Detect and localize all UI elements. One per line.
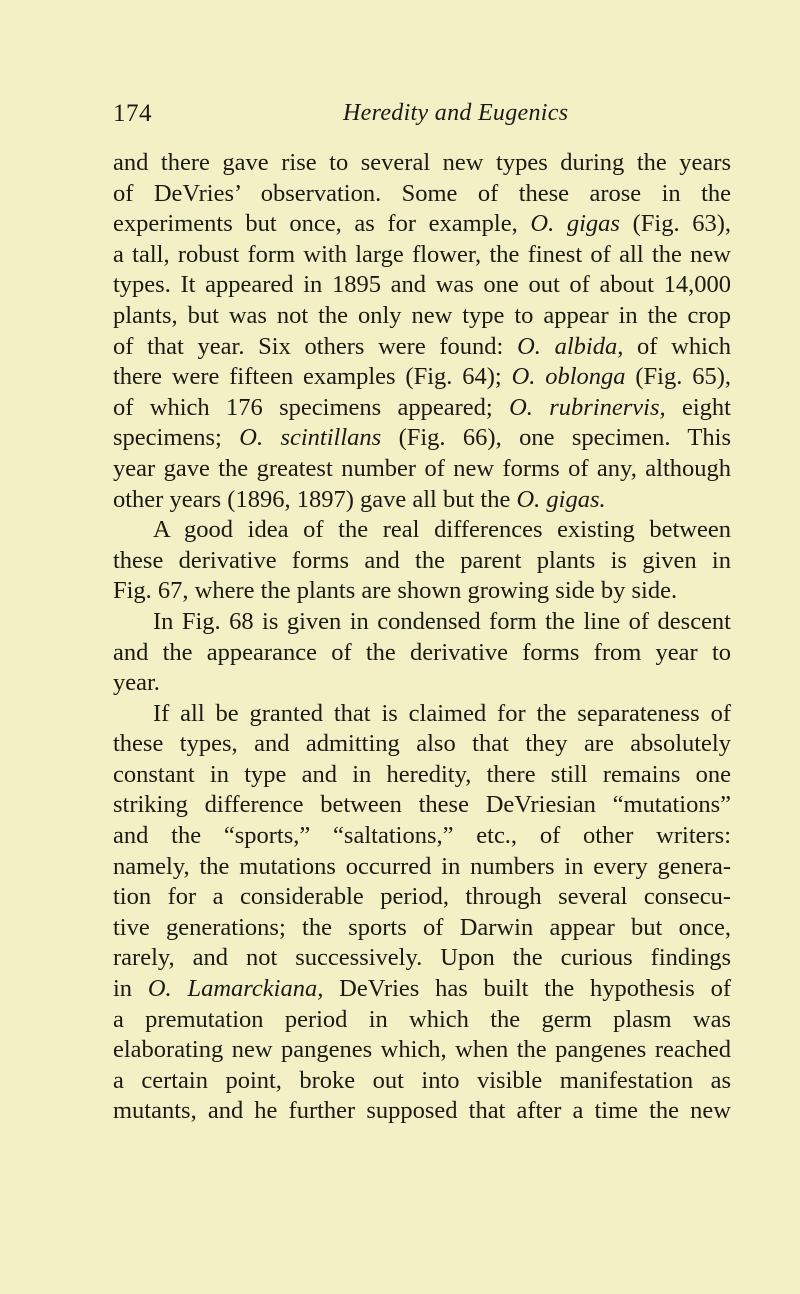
text-segment: a certain point, broke out into visible manifestation as (113, 1066, 731, 1094)
text-segment: a premutation period in which the germ plasm was (113, 1005, 731, 1033)
text-line (113, 974, 731, 1005)
text-segment: DeVries has built the hypothesis of (323, 975, 732, 1003)
text-line (113, 485, 731, 516)
text-line (113, 607, 731, 638)
text-line (113, 240, 731, 271)
text-line (113, 515, 731, 546)
text-segment: eight (665, 393, 731, 421)
text-line (113, 270, 731, 301)
italic-species-name: O. scintillans (239, 424, 382, 452)
text-line (113, 576, 731, 607)
text-segment: rarely, and not successively. Upon the curious findings (113, 944, 731, 972)
text-segment: of DeVries’ observation. Some of these arose in the (113, 179, 731, 207)
text-segment: and the appearance of the derivative forms from year to (113, 638, 731, 666)
body-text (113, 148, 731, 1127)
text-segment: experiments but once, as for example, (113, 210, 531, 238)
text-line (113, 546, 731, 577)
text-line (113, 943, 731, 974)
italic-species-name: O. albida, (517, 332, 624, 360)
text-segment: of that year. Six others were found: (113, 332, 518, 360)
page-number: 174 (113, 100, 152, 127)
text-segment: in (113, 975, 148, 1003)
text-segment: striking difference between these DeVriesian “mutations” (113, 791, 731, 819)
italic-species-name: O. Lamarckiana, (147, 975, 324, 1003)
text-line (113, 423, 731, 454)
text-segment: specimens; (113, 424, 240, 452)
text-segment: (Fig. 65), (625, 363, 732, 391)
text-segment: and the “sports,” “saltations,” etc., of other writers: (113, 822, 731, 850)
italic-species-name: O. gigas. (516, 485, 606, 513)
text-line (113, 760, 731, 791)
text-segment: these types, and admitting also that they are absolutely (113, 730, 731, 758)
text-line (113, 1035, 731, 1066)
text-segment: year gave the greatest number of new forms of any, although (113, 454, 731, 482)
text-line (113, 393, 731, 424)
running-title: Heredity and Eugenics (343, 100, 569, 126)
text-line (113, 454, 731, 485)
text-line (113, 148, 731, 179)
text-segment: namely, the mutations occurred in numbers in every genera- (113, 852, 731, 880)
italic-species-name: O. gigas (530, 210, 620, 238)
text-segment: elaborating new pangenes which, when the pangenes reached (113, 1036, 731, 1064)
text-segment: tion for a considerable period, through several consecu- (113, 883, 731, 911)
text-line (113, 821, 731, 852)
text-segment: tive generations; the sports of Darwin appear but once, (113, 913, 731, 941)
text-segment: and there gave rise to several new types during the years (113, 149, 731, 176)
text-segment: Fig. 67, where the plants are shown growing side by side. (113, 577, 678, 605)
text-line (113, 852, 731, 883)
text-segment: there were fifteen examples (Fig. 64); (113, 363, 512, 391)
italic-species-name: O. oblonga (511, 363, 626, 391)
text-segment: If all be granted that is claimed for the separateness of (153, 699, 731, 727)
text-line (113, 790, 731, 821)
text-line (113, 638, 731, 669)
text-line (113, 209, 731, 240)
text-line (113, 729, 731, 760)
text-segment: other years (1896, 1897) gave all but the (113, 485, 517, 513)
text-segment: In Fig. 68 is given in condensed form the line of descent (153, 607, 731, 635)
text-line (113, 1005, 731, 1036)
page-header (113, 100, 733, 136)
text-line (113, 362, 731, 393)
text-segment: year. (113, 669, 160, 697)
text-segment: a tall, robust form with large flower, the finest of all the new (113, 240, 731, 268)
text-line (113, 1096, 731, 1127)
text-segment: types. It appeared in 1895 and was one out of about 14,000 (113, 271, 731, 299)
text-line (113, 699, 731, 730)
text-segment: constant in type and in heredity, there still remains one (113, 760, 731, 788)
text-segment: (Fig. 63), (619, 210, 731, 238)
text-segment: of which 176 specimens appeared; (113, 393, 510, 421)
text-segment: A good idea of the real differences existing between (153, 516, 731, 544)
text-line (113, 913, 731, 944)
text-line (113, 1066, 731, 1097)
text-line (113, 179, 731, 210)
text-segment: (Fig. 66), one specimen. This (381, 424, 731, 452)
text-segment: mutants, and he further supposed that after a time the new (113, 1097, 731, 1125)
text-line (113, 332, 731, 363)
text-line (113, 301, 731, 332)
text-line (113, 668, 731, 699)
text-segment: these derivative forms and the parent plants is given in (113, 546, 731, 574)
italic-species-name: O. rubrinervis, (509, 393, 666, 421)
text-segment: of which (623, 332, 731, 360)
text-segment: plants, but was not the only new type to appear in the crop (113, 301, 731, 329)
text-line (113, 882, 731, 913)
